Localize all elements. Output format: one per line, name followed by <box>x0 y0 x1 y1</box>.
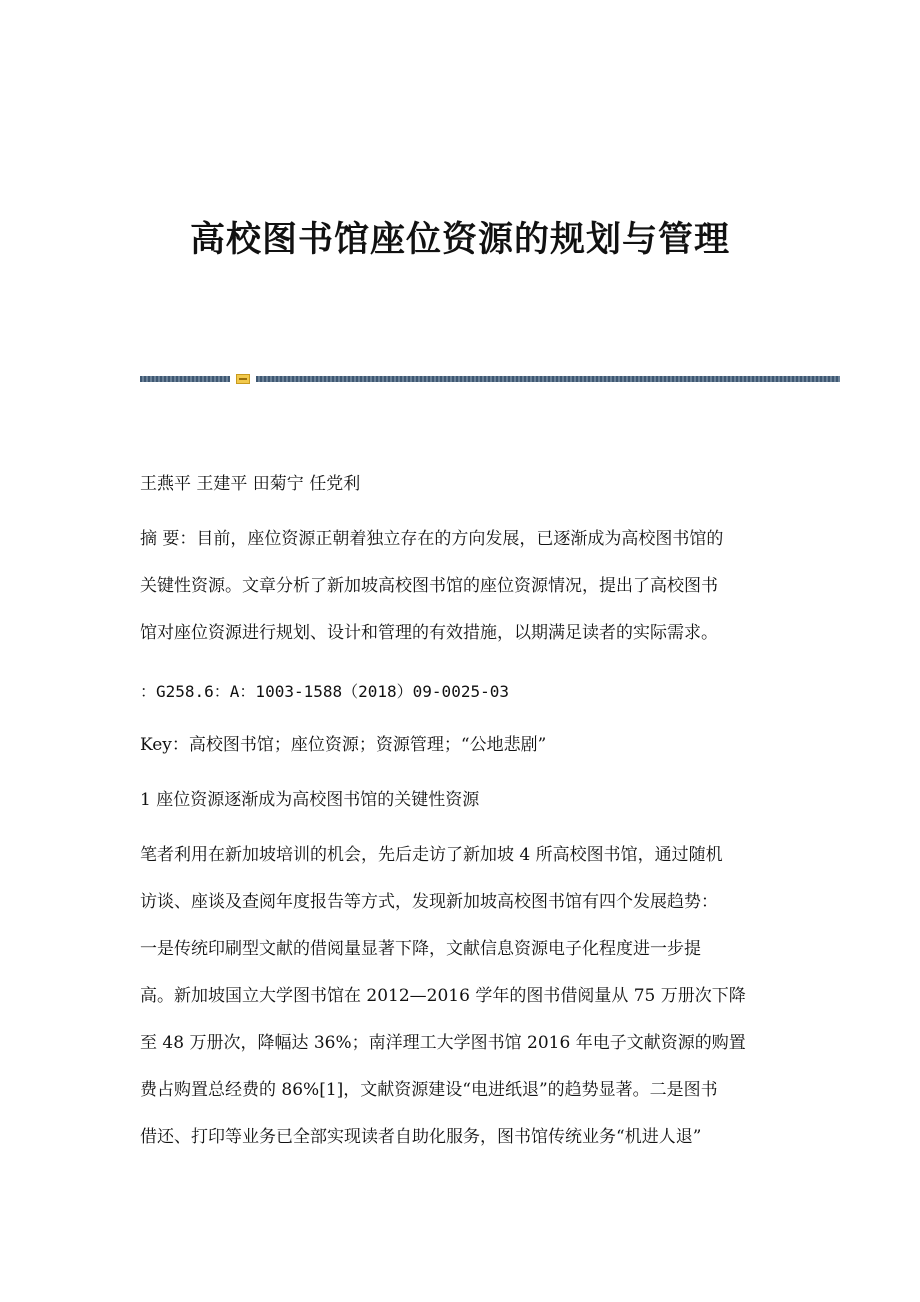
abstract-line: 关键性资源。文章分析了新加坡高校图书馆的座位资源情况，提出了高校图书 <box>140 576 718 596</box>
keywords: Key：高校图书馆；座位资源；资源管理；“公地悲剧” <box>140 735 547 755</box>
body-line: 借还、打印等业务已全部实现读者自助化服务，图书馆传统业务“机进人退” <box>140 1127 702 1147</box>
body-line: 至 48 万册次，降幅达 36%；南洋理工大学图书馆 2016 年电子文献资源的购置 <box>140 1033 746 1053</box>
classification-codes: ：G258.6：A：1003-1588（2018）09-0025-03 <box>140 682 509 701</box>
divider-bar-left <box>140 376 230 382</box>
abstract <box>140 516 780 657</box>
body-line: 一是传统印刷型文献的借阅量显著下降，文献信息资源电子化程度进一步提 <box>140 939 701 959</box>
page-title: 高校图书馆座位资源的规划与管理 <box>189 219 730 260</box>
body-line: 高。新加坡国立大学图书馆在 2012—2016 学年的图书借阅量从 75 万册次下降 <box>140 986 746 1006</box>
section-heading: 1 座位资源逐渐成为高校图书馆的关键性资源 <box>140 790 480 810</box>
abstract-line: 摘 要：目前，座位资源正朝着独立存在的方向发展，已逐渐成为高校图书馆的 <box>140 529 724 549</box>
body-line: 笔者利用在新加坡培训的机会，先后走访了新加坡 4 所高校图书馆，通过随机 <box>140 845 723 865</box>
title-divider <box>140 374 840 384</box>
section-body <box>140 832 780 1161</box>
body-line: 费占购置总经费的 86%[1]，文献资源建设“电进纸退”的趋势显著。二是图书 <box>140 1080 718 1100</box>
authors: 王燕平 王建平 田菊宁 任党利 <box>140 474 361 494</box>
divider-bar-right <box>256 376 840 382</box>
divider-emblem-icon <box>236 374 250 384</box>
body-line: 访谈、座谈及查阅年度报告等方式，发现新加坡高校图书馆有四个发展趋势： <box>140 892 718 912</box>
abstract-line: 馆对座位资源进行规划、设计和管理的有效措施，以期满足读者的实际需求。 <box>140 623 718 643</box>
